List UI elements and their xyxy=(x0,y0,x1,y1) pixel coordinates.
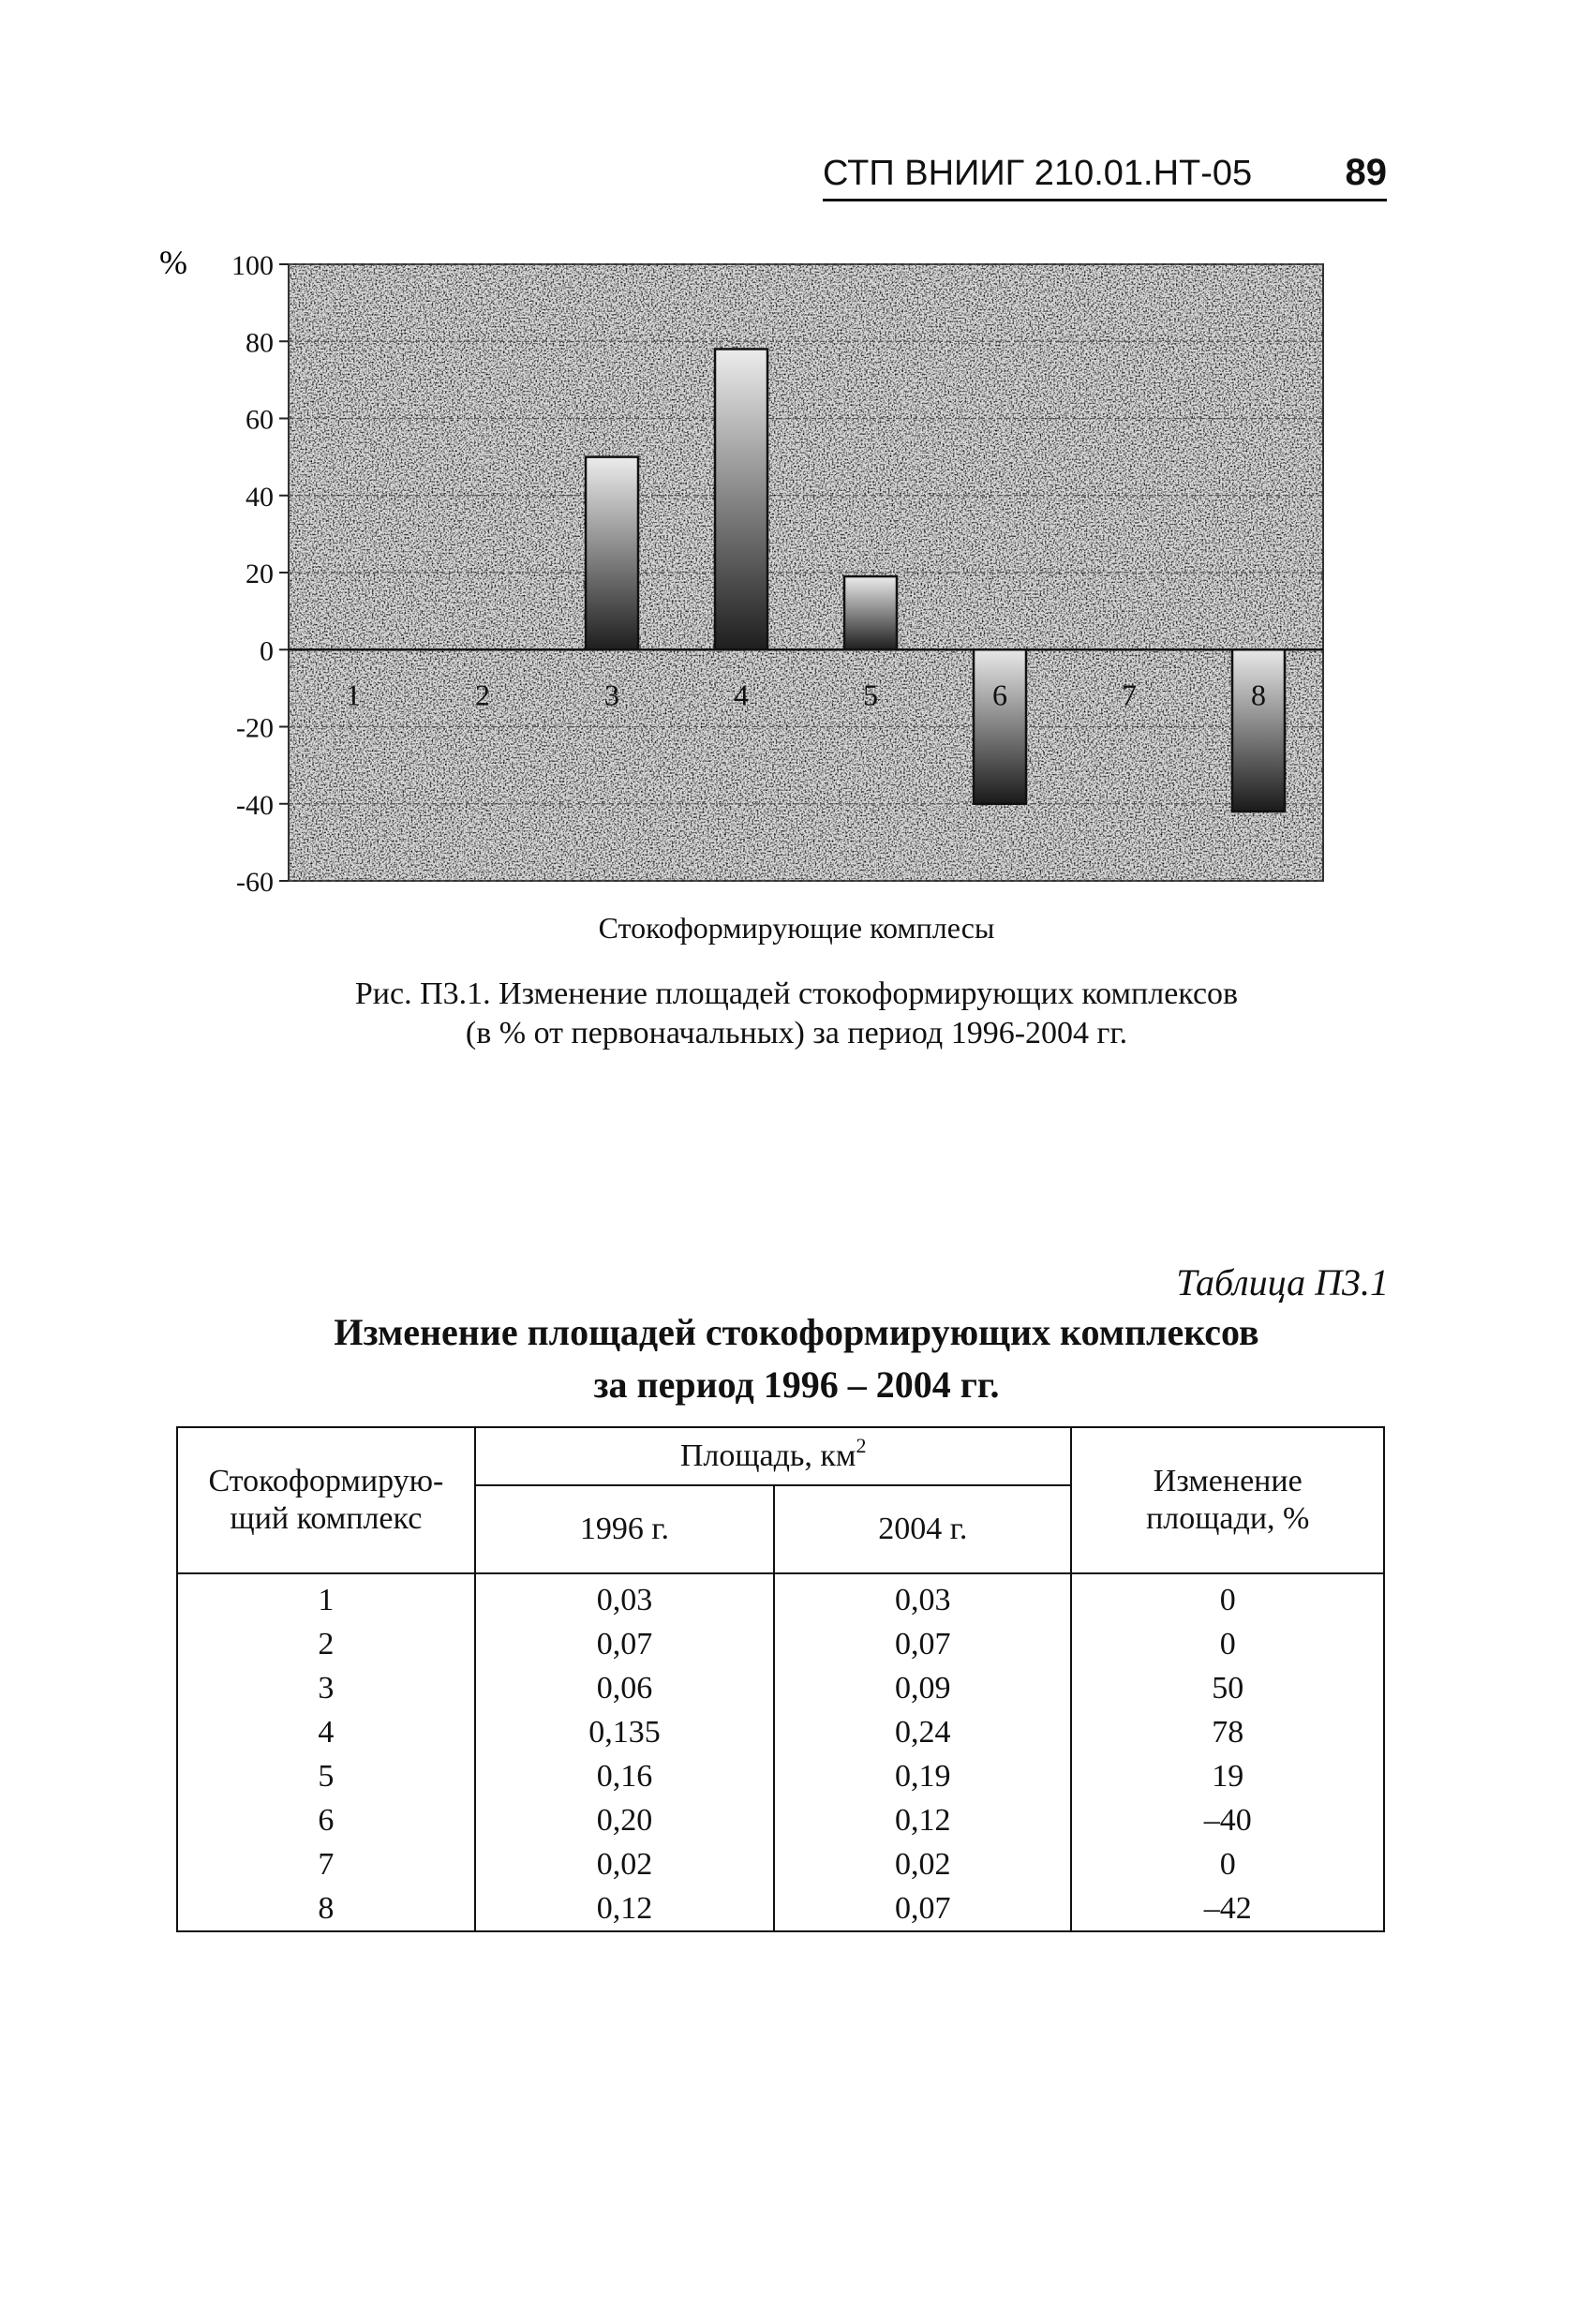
category-label: 8 xyxy=(1251,678,1266,712)
cell: 0,16 xyxy=(475,1754,774,1798)
table-title-line-1: Изменение площадей стокоформирующих комплексов xyxy=(334,1311,1259,1353)
category-label: 4 xyxy=(734,678,749,712)
y-tick-label: 40 xyxy=(246,481,274,513)
cell: 0,12 xyxy=(475,1886,774,1931)
table-title-line-2: за период 1996 – 2004 гг. xyxy=(593,1363,1000,1406)
cell: 0,12 xyxy=(774,1798,1071,1842)
cell: 0,07 xyxy=(774,1886,1071,1931)
cell: 8 xyxy=(177,1886,475,1931)
cell: 0,135 xyxy=(475,1710,774,1754)
y-axis-label: % xyxy=(159,244,187,281)
cell: 78 xyxy=(1071,1710,1384,1754)
x-axis-label: Стокоформирующие комплесы xyxy=(598,911,995,945)
y-tick-label: 20 xyxy=(246,559,274,589)
bar-chart xyxy=(141,234,1340,900)
cell: 2 xyxy=(177,1622,475,1666)
table-title xyxy=(0,1306,1593,1411)
y-tick-label: -40 xyxy=(236,789,274,821)
cell: 7 xyxy=(177,1842,475,1886)
cell: 0,09 xyxy=(774,1666,1071,1710)
cell: 6 xyxy=(177,1798,475,1842)
cell: 0,07 xyxy=(774,1622,1071,1666)
bar-8 xyxy=(1232,649,1285,812)
table-row xyxy=(177,1754,1384,1798)
cell: 3 xyxy=(177,1666,475,1710)
y-tick-label: 60 xyxy=(246,404,274,436)
caption-line-2: (в % от первоначальных) за период 1996-2004 гг. xyxy=(465,1016,1128,1050)
header-change-text: Изменение площади, % xyxy=(1146,1464,1310,1536)
y-tick-label: 0 xyxy=(260,635,274,667)
cell: 19 xyxy=(1071,1754,1384,1798)
cell: 0,03 xyxy=(475,1573,774,1622)
page-number: 89 xyxy=(1345,152,1387,193)
cell: 0,03 xyxy=(774,1573,1071,1622)
table-label: Таблица П3.1 xyxy=(1176,1261,1389,1304)
cell: –40 xyxy=(1071,1798,1384,1842)
category-label: 7 xyxy=(1122,678,1137,712)
cell: 50 xyxy=(1071,1666,1384,1710)
header-complex xyxy=(177,1427,475,1573)
bar-3 xyxy=(586,457,638,650)
cell: 0,06 xyxy=(475,1666,774,1710)
table-row xyxy=(177,1886,1384,1931)
category-label: 3 xyxy=(604,678,619,712)
cell: 0,07 xyxy=(475,1622,774,1666)
y-tick-labels xyxy=(231,250,274,898)
category-label: 5 xyxy=(863,678,878,712)
cell: –42 xyxy=(1071,1886,1384,1931)
category-label: 1 xyxy=(346,678,361,712)
y-tick-label: -20 xyxy=(236,712,274,744)
bar-5 xyxy=(844,576,897,649)
table-row xyxy=(177,1798,1384,1842)
header-1996: 1996 г. xyxy=(475,1485,774,1573)
header-complex-text: Стокоформирую- щий комплекс xyxy=(208,1464,444,1536)
cell: 0,19 xyxy=(774,1754,1071,1798)
cell: 0,02 xyxy=(475,1842,774,1886)
cell: 0,24 xyxy=(774,1710,1071,1754)
document-code: СТП ВНИИГ 210.01.НТ-05 xyxy=(823,154,1253,193)
cell: 5 xyxy=(177,1754,475,1798)
cell: 0,20 xyxy=(475,1798,774,1842)
bar-4 xyxy=(715,349,767,649)
cell: 0 xyxy=(1071,1573,1384,1622)
table-row xyxy=(177,1666,1384,1710)
table-row xyxy=(177,1573,1384,1622)
table-row xyxy=(177,1622,1384,1666)
table-row xyxy=(177,1710,1384,1754)
table-row xyxy=(177,1842,1384,1886)
header-area-sup: 2 xyxy=(856,1434,867,1457)
cell: 0,02 xyxy=(774,1842,1071,1886)
header-area xyxy=(475,1427,1072,1485)
y-tick-label: -60 xyxy=(236,867,274,898)
cell: 0 xyxy=(1071,1842,1384,1886)
cell: 0 xyxy=(1071,1622,1384,1666)
header-change xyxy=(1071,1427,1384,1573)
cell: 1 xyxy=(177,1573,475,1622)
category-label: 6 xyxy=(992,678,1007,712)
header-2004: 2004 г. xyxy=(774,1485,1071,1573)
area-change-table xyxy=(176,1426,1385,1932)
category-label: 2 xyxy=(475,678,490,712)
y-tick-label: 80 xyxy=(246,327,274,359)
y-tick-label: 100 xyxy=(231,250,274,281)
bar-6 xyxy=(974,649,1026,804)
cell: 4 xyxy=(177,1710,475,1754)
caption-line-1: Рис. П3.1. Изменение площадей стокоформирующих комплексов xyxy=(354,976,1239,1011)
figure-caption xyxy=(0,975,1593,1053)
page-header xyxy=(823,150,1387,201)
header-area-text: Площадь, км xyxy=(679,1438,856,1473)
